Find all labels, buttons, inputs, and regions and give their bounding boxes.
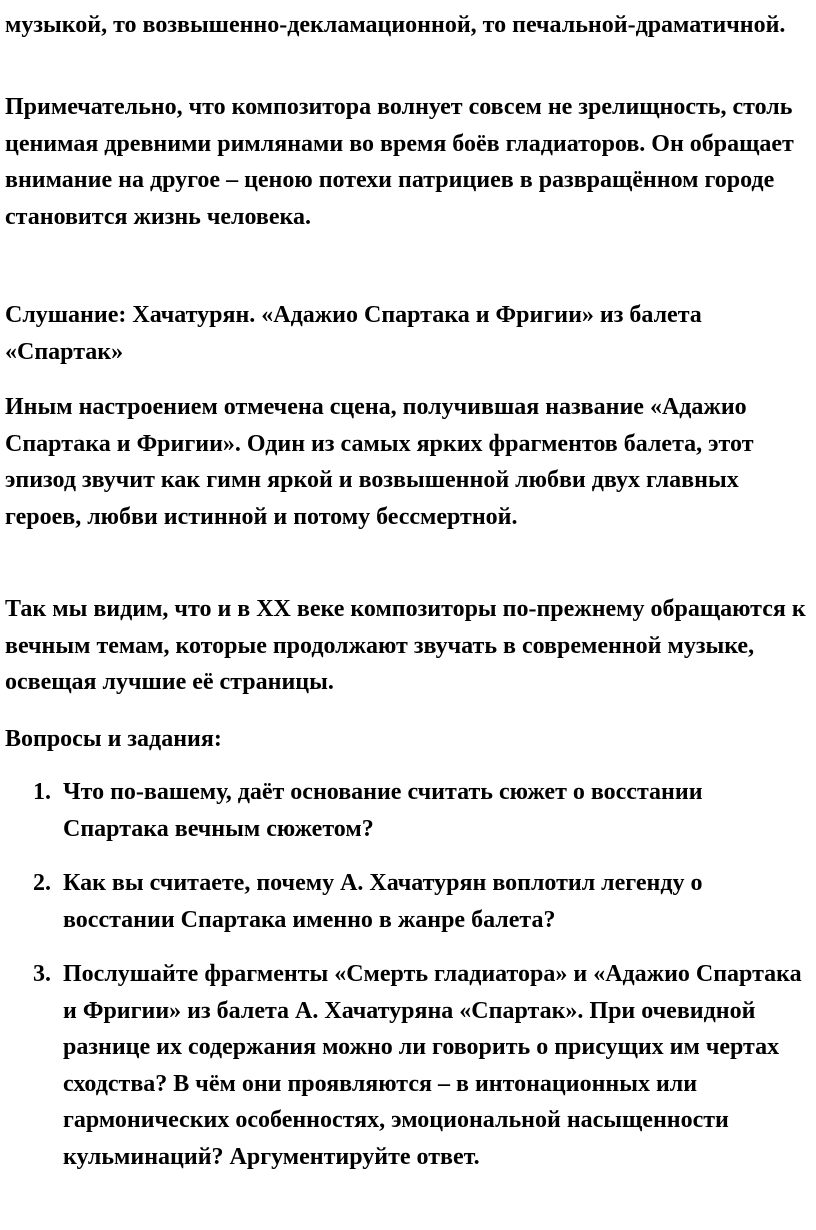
questions-heading: Вопросы и задания: xyxy=(5,726,222,752)
list-item-number: 3. xyxy=(33,961,51,987)
paragraph-conclusion: Так мы видим, что и в XX веке композиторы по-прежнему обращаются к вечным темам, которые продолжают звучать в современной музыке, освещая лучшие её страницы. xyxy=(5,596,806,695)
list-item-text: Послушайте фрагменты «Смерть гладиатора» и «Адажио Спартака и Фригии» из балета А. Хачатуряна «Спартак». При очевидной разнице их содержания можно ли говорить о присущих им чертах сходства? В чём они проявляются – в интонационных или гармонических особенностях, эмоциональной насыщенности кульминаций? Аргументируйте ответ. xyxy=(63,961,802,1170)
list-item-number: 2. xyxy=(33,870,51,896)
list-item-number: 1. xyxy=(33,779,51,805)
list-item-text: Как вы считаете, почему А. Хачатурян воплотил легенду о восстании Спартака именно в жанре балета? xyxy=(63,870,703,933)
paragraph-adagio: Иным настроением отмечена сцена, получившая название «Адажио Спартака и Фригии». Один из самых ярких фрагментов балета, этот эпизод звучит как гимн яркой и возвышенной любви двух главных героев, любви истинной и потому бессмертной. xyxy=(5,394,754,530)
questions-list xyxy=(5,774,811,1193)
paragraph-listening: Слушание: Хачатурян. «Адажио Спартака и Фригии» из балета «Спартак» xyxy=(5,302,702,365)
list-item xyxy=(5,774,811,847)
paragraph-continuation: музыкой, то возвышенно-декламационной, то печальной-драматичной. xyxy=(5,12,786,38)
list-item xyxy=(5,865,811,938)
list-item xyxy=(5,956,811,1175)
paragraph-composer-attention: Примечательно, что композитора волнует совсем не зрелищность, столь ценимая древними римлянами во время боёв гладиаторов. Он обращает внимание на другое – ценою потехи патрициев в развращённом городе становится жизнь человека. xyxy=(5,94,794,230)
list-item-text: Что по-вашему, даёт основание считать сюжет о восстании Спартака вечным сюжетом? xyxy=(63,779,703,842)
